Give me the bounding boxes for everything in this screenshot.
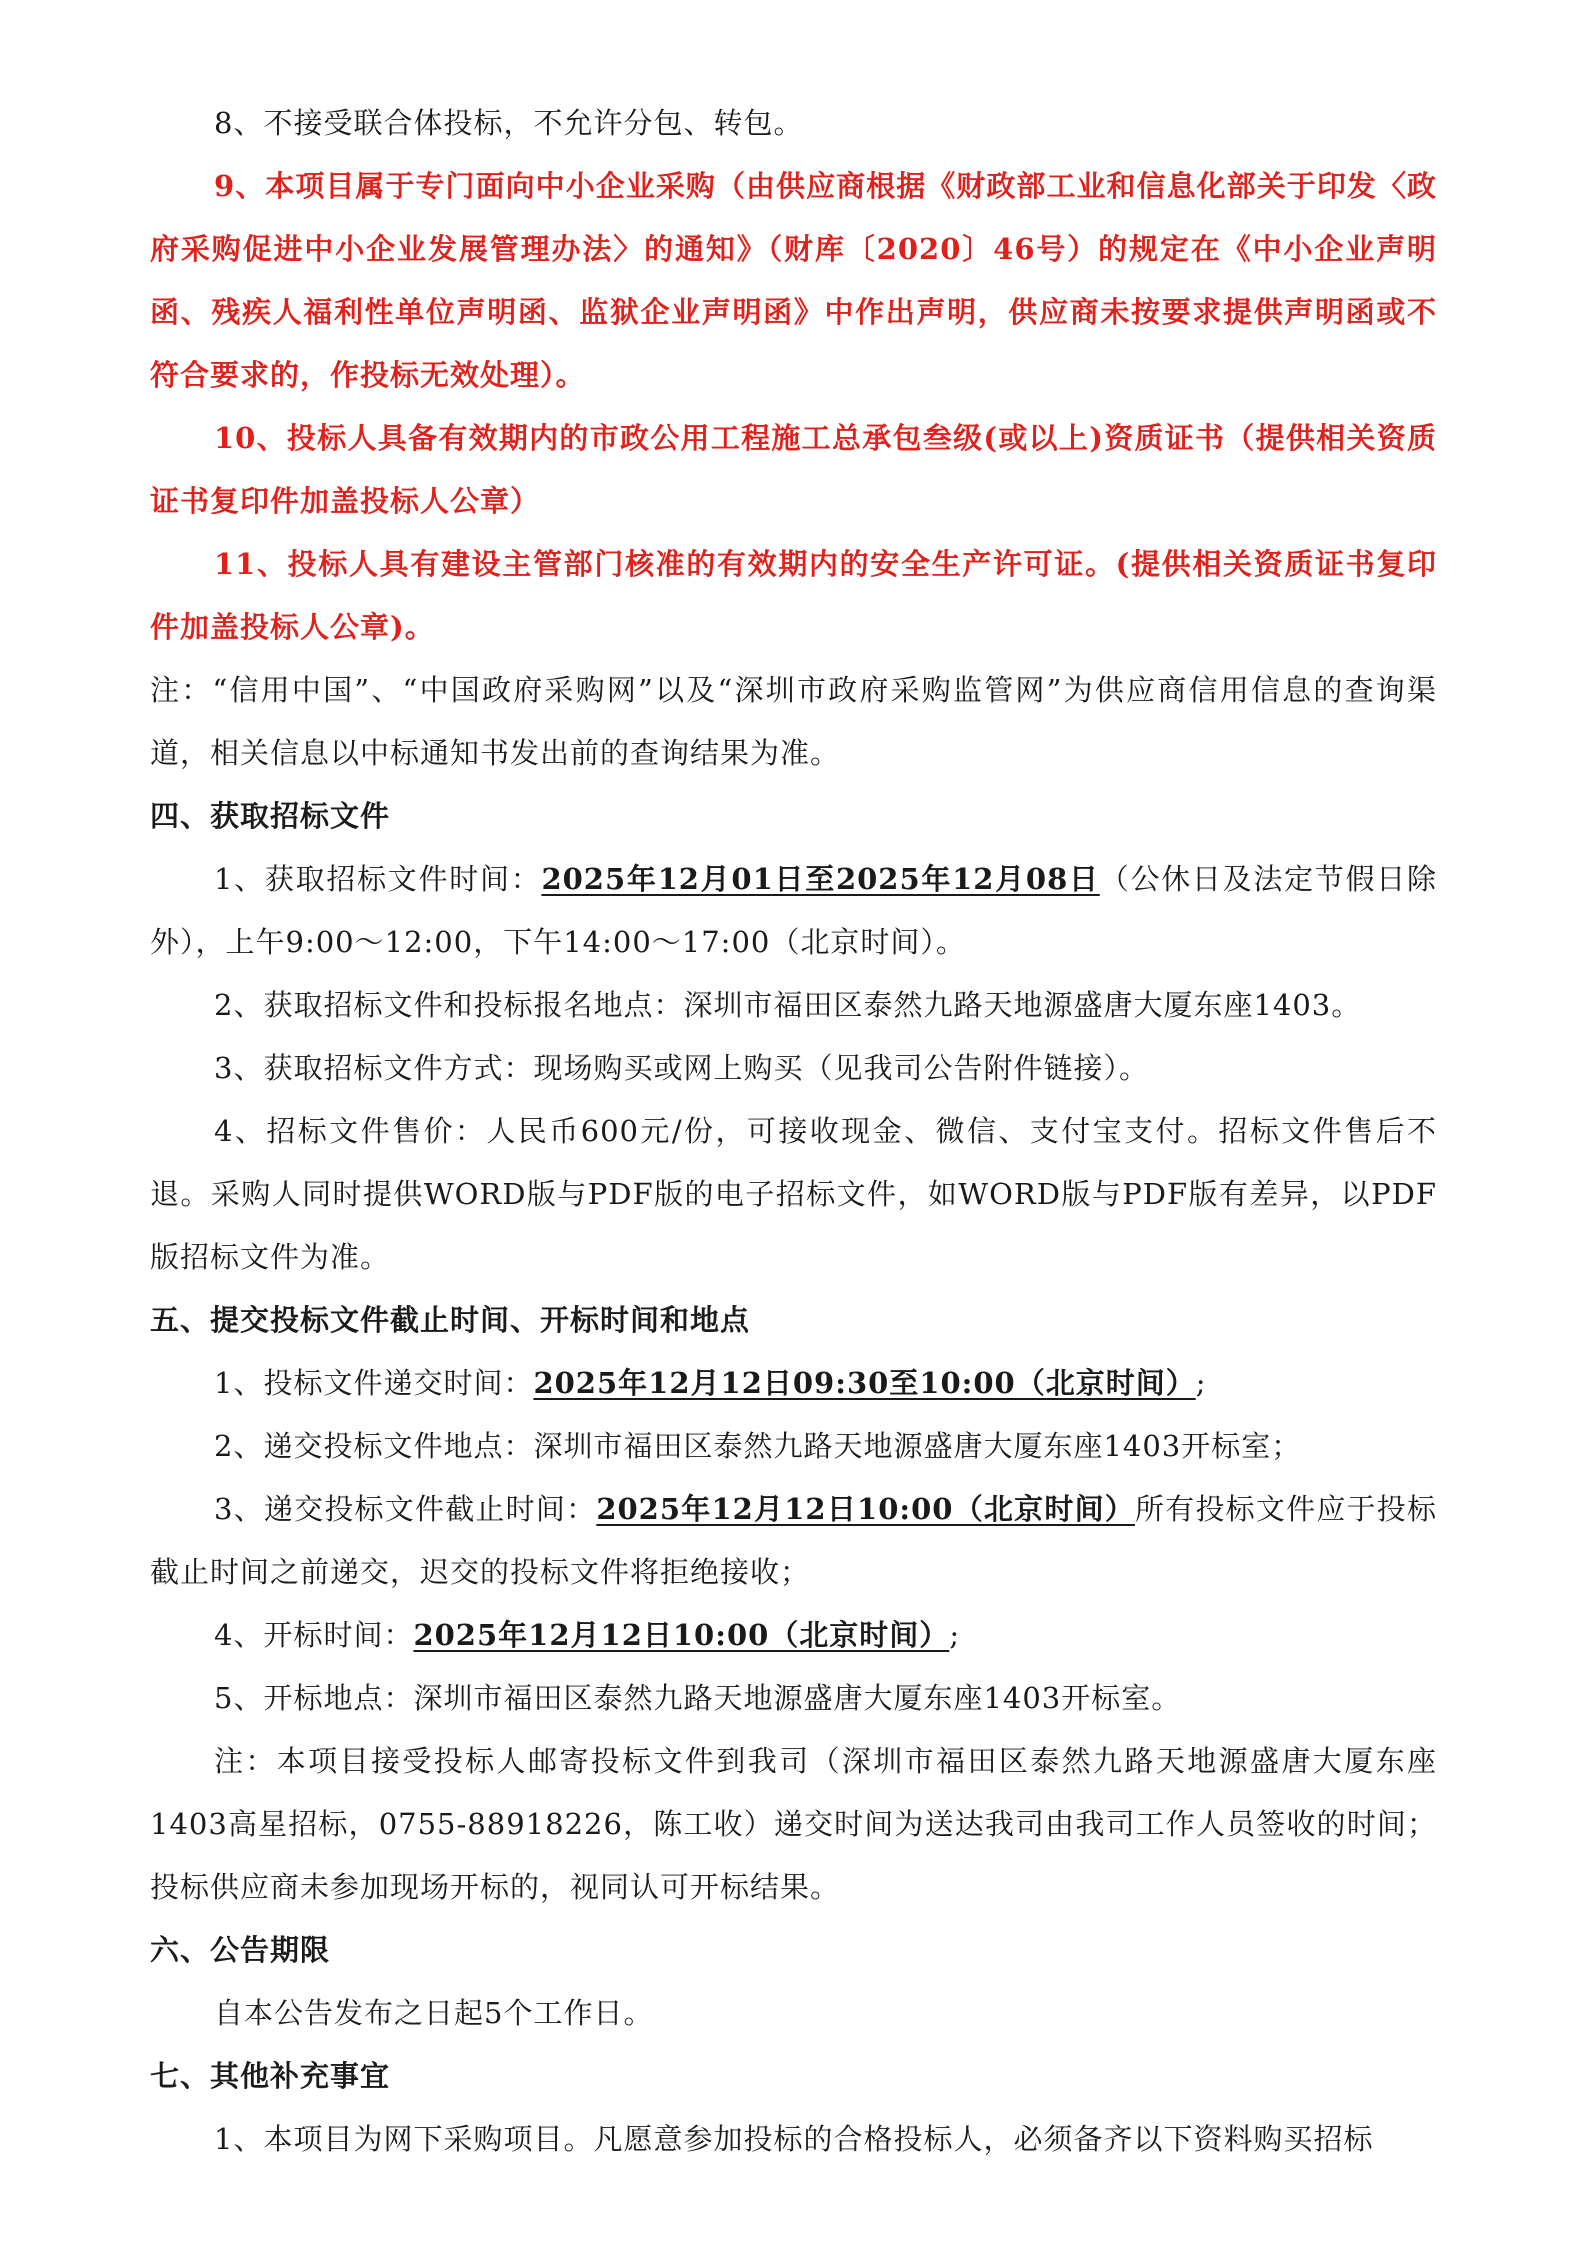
section-5-item-3-date: 2025年12月12日10:00（北京时间） [596, 1492, 1136, 1526]
section-7-title: 七、其他补充事宜 [150, 2059, 391, 2093]
item-11: 11、投标人具有建设主管部门核准的有效期内的安全生产许可证。(提供相关资质证书复印件加盖投标人公章)。 [150, 547, 1437, 644]
section-5-item-3-rest: 所有投标文件应于投标截止时间之前递交，迟交的投标文件将拒绝接收； [150, 1492, 1437, 1589]
section-4-item-1 [150, 848, 1437, 974]
section-5-note: 注：本项目接受投标人邮寄投标文件到我司（深圳市福田区泰然九路天地源盛唐大厦东座1403高星招标，0755-88918226，陈工收）递交时间为送达我司由我司工作人员签收的时间；投标供应商未参加现场开标的，视同认可开标结果。 [150, 1744, 1437, 1904]
section-4-item-2: 2、获取招标文件和投标报名地点：深圳市福田区泰然九路天地源盛唐大厦东座1403。 [214, 988, 1362, 1022]
section-5-item-3 [150, 1478, 1437, 1604]
item-10: 10、投标人具备有效期内的市政公用工程施工总承包叁级(或以上)资质证书（提供相关资质证书复印件加盖投标人公章） [150, 421, 1437, 518]
section-5-item-4 [150, 1604, 1437, 1667]
section-4-item-3: 3、获取招标文件方式：现场购买或网上购买（见我司公告附件链接）。 [214, 1051, 1149, 1085]
item-9: 9、本项目属于专门面向中小企业采购（由供应商根据《财政部工业和信息化部关于印发〈政府采购促进中小企业发展管理办法〉的通知》（财库〔2020〕46号）的规定在《中小企业声明函、残疾人福利性单位声明函、监狱企业声明函》中作出声明，供应商未按要求提供声明函或不符合要求的，作投标无效处理）。 [150, 169, 1437, 392]
section-5-item-2: 2、递交投标文件地点：深圳市福田区泰然九路天地源盛唐大厦东座1403开标室； [214, 1429, 1302, 1463]
section-5-item-1-date: 2025年12月12日09:30至10:00（北京时间） [533, 1366, 1196, 1400]
section-7-item-1: 1、本项目为网下采购项目。凡愿意参加投标的合格投标人，必须备齐以下资料购买招标 [214, 2122, 1374, 2156]
section-6-text: 自本公告发布之日起5个工作日。 [214, 1996, 654, 2030]
credit-note: 注：“信用中国”、“中国政府采购网”以及“深圳市政府采购监管网”为供应商信用信息的查询渠道，相关信息以中标通知书发出前的查询结果为准。 [150, 673, 1437, 770]
section-4-item-1-label: 1、获取招标文件时间： [214, 862, 542, 896]
section-6-title: 六、公告期限 [150, 1933, 331, 1967]
section-4-title: 四、获取招标文件 [150, 799, 391, 833]
section-4-item-1-date: 2025年12月01日至2025年12月08日 [541, 862, 1100, 896]
section-4-item-1-rest: （公休日及法定节假日除外），上午9:00～12:00，下午14:00～17:00（北京时间）。 [150, 862, 1437, 959]
item-8: 8、不接受联合体投标，不允许分包、转包。 [214, 106, 804, 140]
section-5-item-1-rest: ; [1195, 1366, 1207, 1400]
section-5-item-4-date: 2025年12月12日10:00（北京时间） [413, 1618, 950, 1652]
section-5-title: 五、提交投标文件截止时间、开标时间和地点 [150, 1303, 751, 1337]
section-5-item-1 [150, 1352, 1437, 1415]
section-5-item-4-rest: ; [949, 1618, 961, 1652]
section-5-item-1-label: 1、投标文件递交时间： [214, 1366, 534, 1400]
section-4-item-4: 4、招标文件售价：人民币600元/份，可接收现金、微信、支付宝支付。招标文件售后不退。采购人同时提供WORD版与PDF版的电子招标文件，如WORD版与PDF版有差异，以PDF版招标文件为准。 [150, 1114, 1437, 1274]
section-5-item-4-label: 4、开标时间： [214, 1618, 414, 1652]
section-5-item-5: 5、开标地点：深圳市福田区泰然九路天地源盛唐大厦东座1403开标室。 [214, 1681, 1182, 1715]
section-5-item-3-label: 3、递交投标文件截止时间： [214, 1492, 597, 1526]
